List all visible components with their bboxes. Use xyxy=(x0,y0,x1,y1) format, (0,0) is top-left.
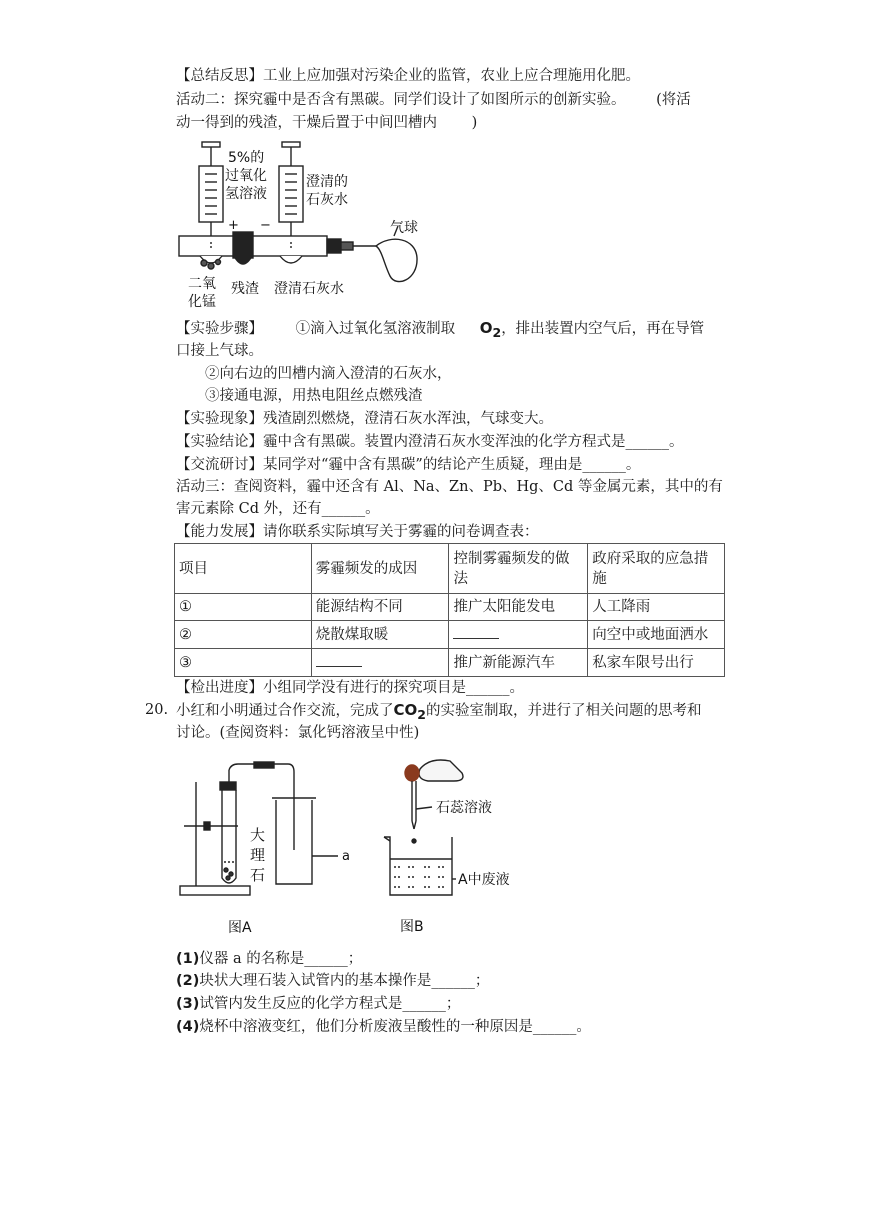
question-1-text: 仪器 a 的名称是______； xyxy=(199,951,363,967)
figure-b-caption: 图B xyxy=(400,919,424,935)
activity2-text: 活动二：探究霾中是否含有黑碳。同学们设计了如图所示的创新实验。 xyxy=(176,92,626,108)
table-cell: ① xyxy=(175,594,312,621)
plus-sign: + xyxy=(228,218,239,233)
phenomenon-line: 【实验现象】残渣剧烈燃烧，澄清石灰水浑浊，气球变大。 xyxy=(176,411,553,427)
activity3-line-1: 活动三：查阅资料，霾中还含有 Al、Na、Zn、Pb、Hg、Cd 等金属元素，其中的有 xyxy=(176,479,723,495)
summary-line: 【总结反思】工业上应加强对污染企业的监管，农业上应合理施用化肥。 xyxy=(176,68,640,84)
q20-line-2: 讨论。(查阅资料：氯化钙溶液呈中性) xyxy=(176,725,420,741)
question-2 xyxy=(176,971,728,992)
table-row xyxy=(175,649,725,677)
steps-heading: 【实验步骤】 xyxy=(176,321,263,337)
figure-b-beaker xyxy=(380,755,530,938)
step1-text: ①滴入过氧化氢溶液制取 xyxy=(295,321,456,337)
question-number: 20. xyxy=(145,702,169,718)
table-cell: 私家车限号出行 xyxy=(588,649,725,677)
table-cell: 能源结构不同 xyxy=(311,594,449,621)
discussion-line: 【交流研讨】某同学对“霾中含有黑碳”的结论产生质疑，理由是______。 xyxy=(176,457,641,473)
question-1-number: (1) xyxy=(176,951,200,967)
table-cell: 推广太阳能发电 xyxy=(449,594,588,621)
steps-line-1 xyxy=(176,318,728,343)
question-3-number: (3) xyxy=(176,996,200,1012)
limewater-label: 澄清石灰水 xyxy=(274,281,344,297)
figure-a-apparatus xyxy=(176,760,356,938)
table-header-row xyxy=(175,544,725,594)
step2-line: ②向右边的凹槽内滴入澄清的石灰水， xyxy=(205,366,452,382)
waste-liquid-label: A中废液 xyxy=(458,872,510,888)
ability-line: 【能力发展】请你联系实际填写关于雾霾的问卷调查表： xyxy=(176,524,539,540)
table-cell: 烧散煤取暖 xyxy=(311,621,449,649)
table-cell: 向空中或地面洒水 xyxy=(588,621,725,649)
activity2-text-2: 动一得到的残渣，干燥后置于中间凹槽内 xyxy=(176,115,437,131)
activity2-close-paren: ) xyxy=(471,115,478,131)
answer-blank[interactable] xyxy=(316,652,362,667)
conclusion-line: 【实验结论】霾中含有黑碳。装置内澄清石灰水变浑浊的化学方程式是______。 xyxy=(176,434,684,450)
step3-line: ③接通电源，用热电阻丝点燃残渣 xyxy=(205,388,423,404)
syringe1-label-2: 过氧化 xyxy=(225,168,267,184)
table-header-cell: 雾霾频发的成因 xyxy=(311,544,449,594)
step1-text-2: ，排出装置内空气后，再在导管 xyxy=(501,321,705,337)
table-cell: ③ xyxy=(175,649,312,677)
question-4-number: (4) xyxy=(176,1019,200,1035)
q20-text-2: 的实验室制取，并进行了相关问题的思考和 xyxy=(425,703,702,719)
minus-sign: − xyxy=(260,218,271,233)
instrument-a-label: a xyxy=(342,849,350,864)
syringe1-label-3: 氢溶液 xyxy=(225,186,267,202)
table-header-cell: 控制雾霾频发的做法 xyxy=(449,544,588,594)
balloon-label: 气球 xyxy=(390,220,418,236)
activity2-line xyxy=(176,90,728,111)
table-cell: 人工降雨 xyxy=(588,594,725,621)
co2-formula xyxy=(393,701,426,722)
table-cell-blank[interactable] xyxy=(311,649,449,677)
table-header-cell: 项目 xyxy=(175,544,312,594)
residue-label: 残渣 xyxy=(231,281,259,297)
table-row xyxy=(175,621,725,649)
table-cell: 推广新能源汽车 xyxy=(449,649,588,677)
survey-table xyxy=(174,543,725,677)
question-4 xyxy=(176,1017,728,1038)
question-2-text: 块状大理石装入试管内的基本操作是______； xyxy=(199,973,490,989)
steps-line-2: 口接上气球。 xyxy=(176,343,263,359)
marble-label-1: 大 xyxy=(250,826,266,844)
co2-symbol: CO xyxy=(393,701,418,719)
litmus-label: 石蕊溶液 xyxy=(436,800,492,816)
mno2-label-2: 化锰 xyxy=(188,294,216,310)
question-3-text: 试管内发生反应的化学方程式是______； xyxy=(199,996,461,1012)
table-header-cell: 政府采取的应急措施 xyxy=(588,544,725,594)
mno2-label-1: 二氧 xyxy=(188,276,216,292)
question-3 xyxy=(176,994,728,1015)
question-2-number: (2) xyxy=(176,973,200,989)
syringe2-label-1: 澄清的 xyxy=(306,174,348,190)
table-cell: ② xyxy=(175,621,312,649)
o2-formula xyxy=(479,319,502,340)
question-1 xyxy=(176,949,728,970)
marble-label-3: 石 xyxy=(250,866,266,884)
question-4-text: 烧杯中溶液变红，他们分析废液呈酸性的一种原因是______。 xyxy=(199,1019,591,1035)
table-cell-blank[interactable] xyxy=(449,621,588,649)
activity3-line-2: 害元素除 Cd 外，还有______。 xyxy=(176,501,380,517)
progress-line: 【检出进度】小组同学没有进行的探究项目是______。 xyxy=(176,680,524,696)
activity2-paren: (将活 xyxy=(656,92,691,108)
o2-symbol: O xyxy=(479,319,493,337)
o2-subscript: 2 xyxy=(492,325,502,340)
answer-blank[interactable] xyxy=(453,624,499,639)
co2-subscript: 2 xyxy=(417,707,426,722)
marble-label-2: 理 xyxy=(250,846,266,864)
table-row xyxy=(175,594,725,621)
syringe1-label-1: 5%的 xyxy=(228,150,265,166)
activity2-line-2 xyxy=(176,113,728,134)
syringe2-label-2: 石灰水 xyxy=(306,192,348,208)
q20-line-1 xyxy=(176,700,728,725)
figure-a-caption: 图A xyxy=(228,920,252,936)
experiment-apparatus-figure xyxy=(176,138,426,314)
q20-text-1: 小红和小明通过合作交流，完成了 xyxy=(176,703,394,719)
